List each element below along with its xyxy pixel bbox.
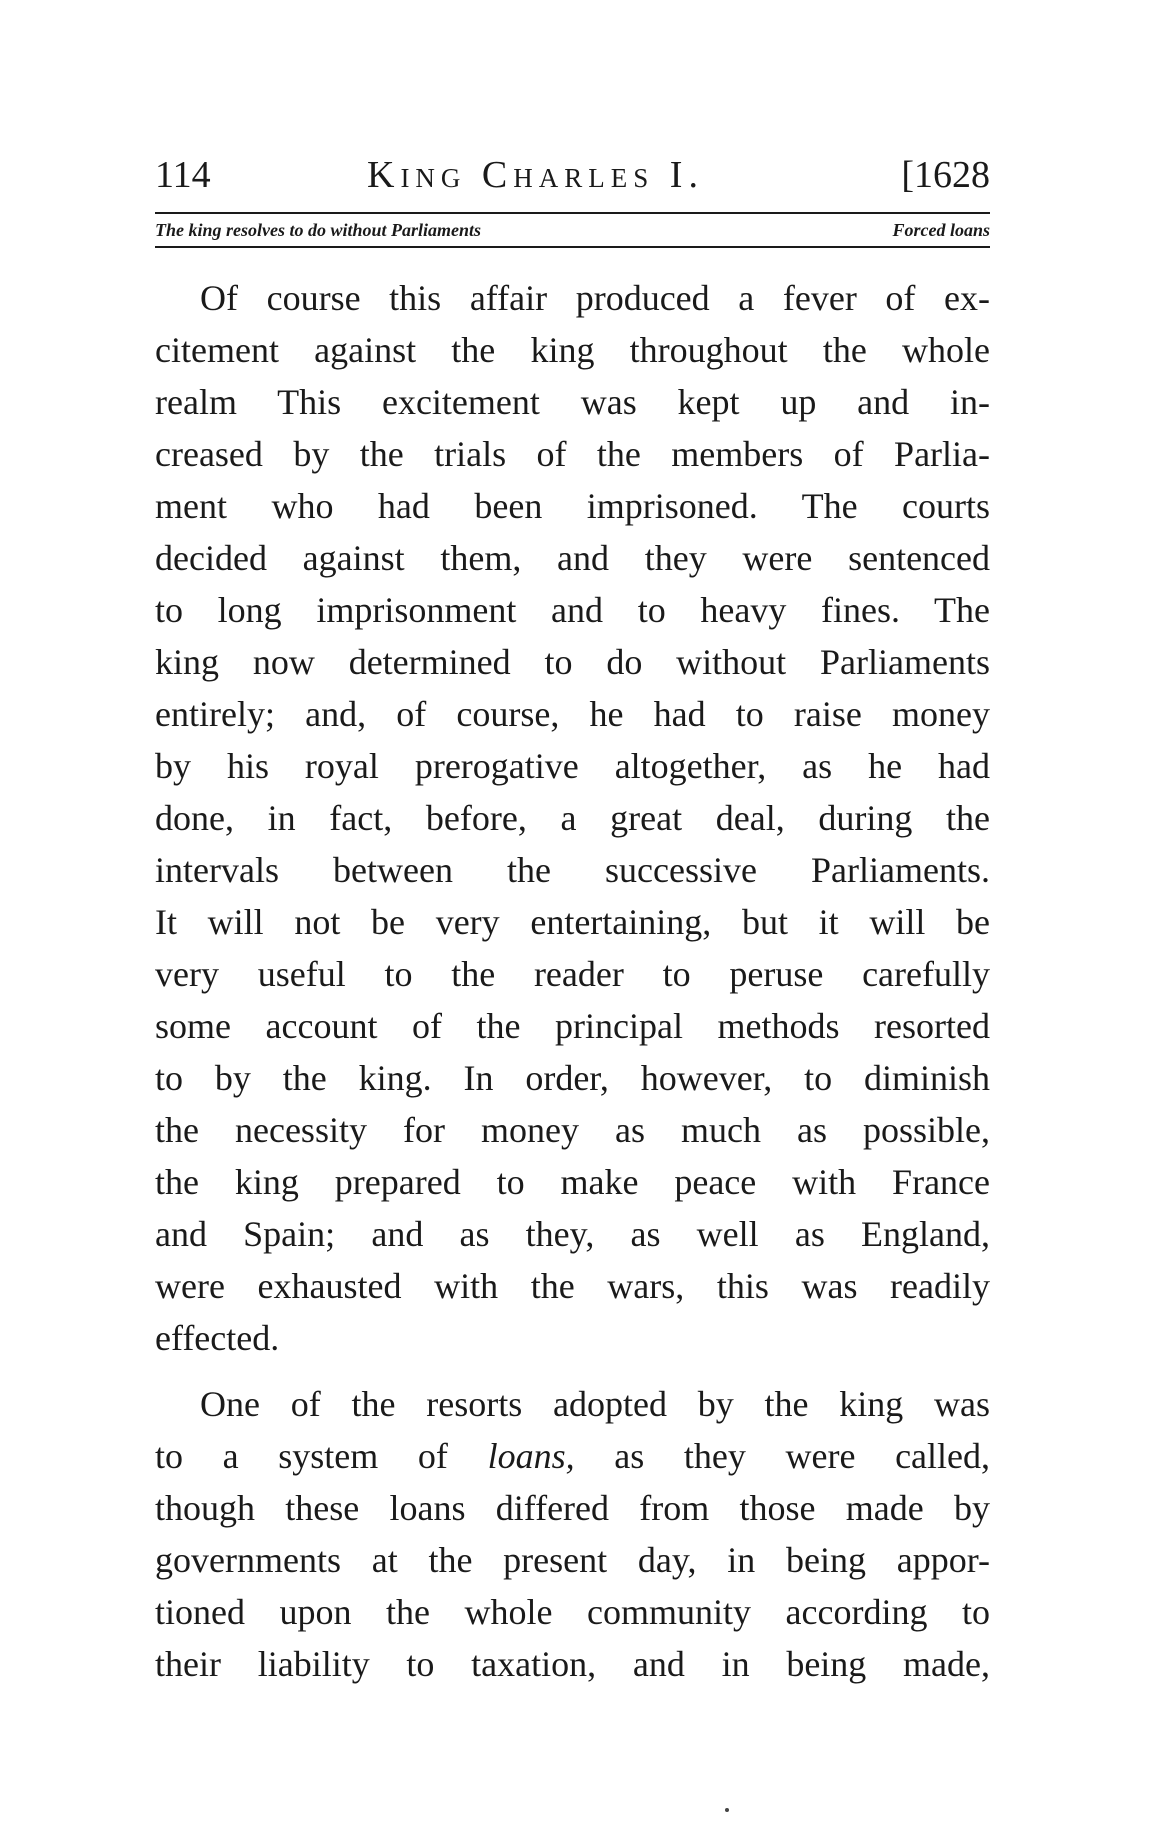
text-line: Of course this affair produced a fever of ex- xyxy=(200,278,990,318)
text-line: tioned upon the whole community according to xyxy=(155,1592,990,1632)
year-marker: [1628 xyxy=(901,154,990,196)
header-rule-bottom xyxy=(155,246,990,248)
side-note-right: Forced loans xyxy=(892,220,990,240)
text-segment: to a system of xyxy=(155,1436,448,1476)
paragraph-gap xyxy=(155,1364,990,1378)
text-line: very useful to the reader to peruse carefully xyxy=(155,954,990,994)
side-notes xyxy=(155,214,990,246)
text-line: the necessity for money as much as possible, xyxy=(155,1110,990,1150)
page-number: 114 xyxy=(155,154,211,196)
text-line: creased by the trials of the members of Parlia- xyxy=(155,434,990,474)
text-line: ment who had been imprisoned. The courts xyxy=(155,486,990,526)
text-line: their liability to taxation, and in being made, xyxy=(155,1644,990,1684)
text-line: some account of the principal methods resorted xyxy=(155,1006,990,1046)
italic-term: loans, xyxy=(487,1436,575,1476)
paragraph-1 xyxy=(155,272,990,1364)
text-line: entirely; and, of course, he had to raise money xyxy=(155,694,990,734)
text-line: to long imprisonment and to heavy fines. The xyxy=(155,590,990,630)
text-line: done, in fact, before, a great deal, during the xyxy=(155,798,990,838)
text-line: governments at the present day, in being appor- xyxy=(155,1540,990,1580)
text-segment: as they were called, xyxy=(614,1436,990,1476)
paragraph-2 xyxy=(155,1378,990,1690)
text-line: decided against them, and they were sentenced xyxy=(155,538,990,578)
text-line: effected. xyxy=(155,1318,280,1358)
text-line: the king prepared to make peace with France xyxy=(155,1162,990,1202)
body-text xyxy=(155,272,990,1690)
text-line: were exhausted with the wars, this was readily xyxy=(155,1266,990,1306)
text-line: realm This excitement was kept up and in- xyxy=(155,382,990,422)
text-line: though these loans differed from those made by xyxy=(155,1488,990,1528)
text-line: intervals between the successive Parliaments. xyxy=(155,850,990,890)
text-line: One of the resorts adopted by the king was xyxy=(200,1384,990,1424)
running-head xyxy=(155,150,990,200)
text-line: to by the king. In order, however, to diminish xyxy=(155,1058,990,1098)
text-line: It will not be very entertaining, but it will be xyxy=(155,902,990,942)
text-line: by his royal prerogative altogether, as he had xyxy=(155,746,990,786)
print-speck xyxy=(725,1808,729,1812)
text-line: and Spain; and as they, as well as England, xyxy=(155,1214,990,1254)
text-line-with-italic xyxy=(155,1430,990,1482)
side-note-left: The king resolves to do without Parliaments xyxy=(155,220,482,240)
text-line: citement against the king throughout the whole xyxy=(155,330,990,370)
text-line: king now determined to do without Parliaments xyxy=(155,642,990,682)
book-title: King Charles I. xyxy=(367,154,704,196)
